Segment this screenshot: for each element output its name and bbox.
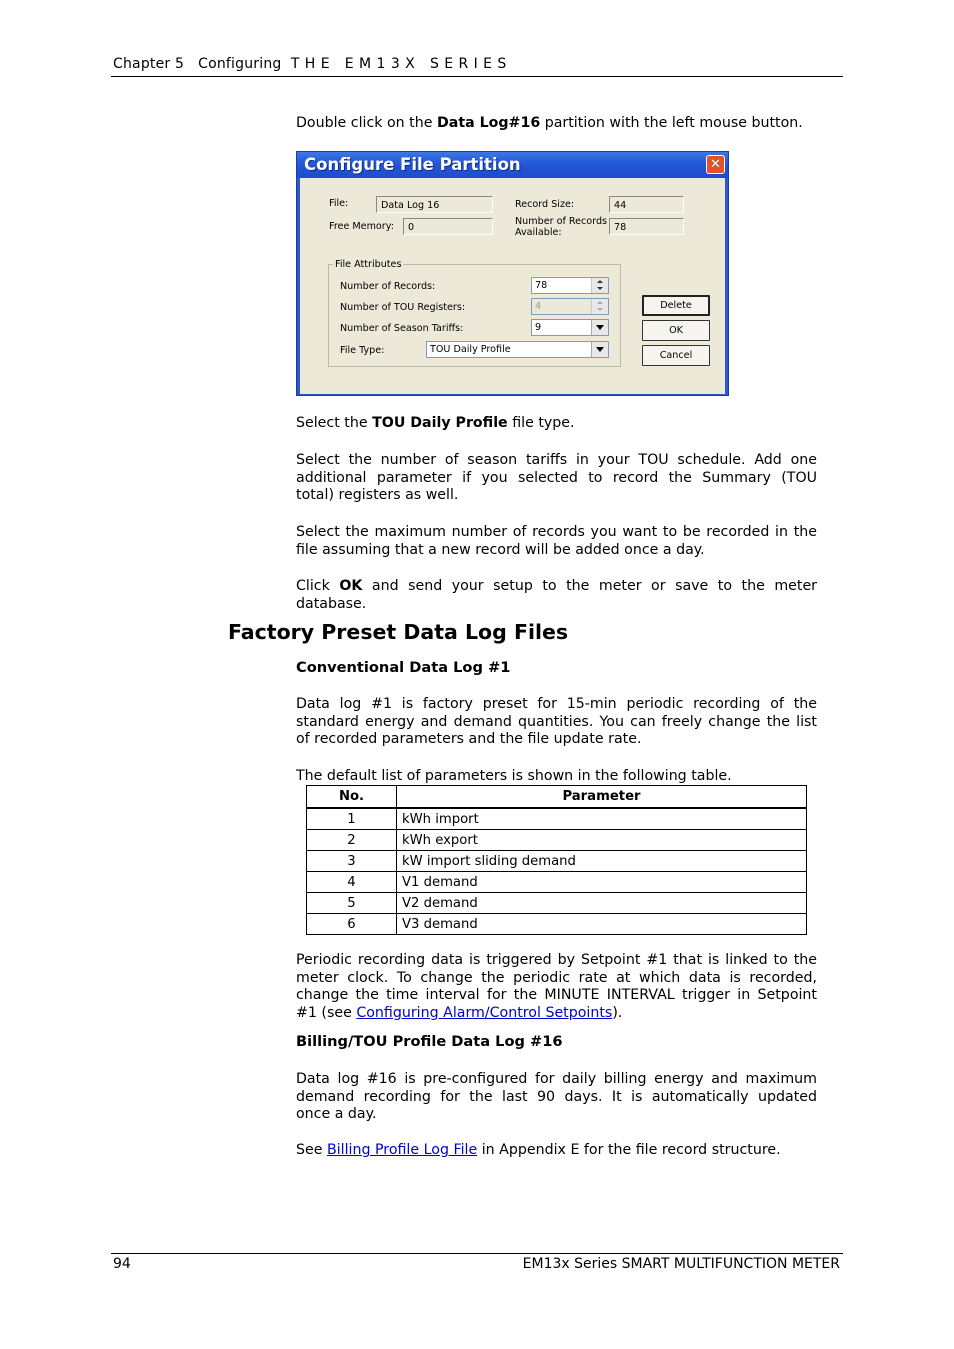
table-row: [307, 808, 807, 830]
see-appendix-paragraph: [296, 1142, 817, 1160]
row-number: 1: [307, 808, 397, 830]
periodic-line4-after: ).: [612, 1004, 623, 1021]
default-parameters-table: [306, 785, 807, 935]
step4-line1: [296, 578, 817, 596]
running-header: [113, 56, 512, 72]
records-available-field: 78: [609, 218, 684, 235]
row-parameter: V1 demand: [397, 872, 807, 893]
row-number: 3: [307, 851, 397, 872]
row-parameter: kWh import: [397, 808, 807, 830]
step4-line2: database.: [296, 595, 367, 612]
billing-line3: once a day.: [296, 1106, 377, 1123]
step4-bold: OK: [339, 578, 363, 594]
header-title-spaced: THE EM13X SERIES: [290, 56, 512, 72]
intro-text-after: partition with the left mouse button.: [540, 115, 803, 131]
chevron-down-icon[interactable]: [591, 342, 608, 357]
periodic-line3: change the time interval for the MINUTE INTERVAL trigger in Setpoint: [296, 987, 817, 1004]
periodic-paragraph: [296, 952, 817, 1022]
dl1-line1: Data log #1 is factory preset for 15-min periodic recording of the: [296, 696, 817, 712]
step3-line2: file assuming that a new record will be added once a day.: [296, 541, 705, 558]
chevron-down-icon[interactable]: [591, 320, 608, 335]
billing-line2: demand recording for the last 90 days. It is automatically updated: [296, 1088, 817, 1105]
records-available-label-1: Number of Records: [515, 216, 608, 227]
table-header-row: [307, 786, 807, 809]
step-paragraph-2: [296, 452, 817, 505]
table-row: [307, 914, 807, 935]
step2-line1: Select the number of season tariffs in your TOU schedule. Add one: [296, 452, 817, 468]
row-number: 2: [307, 830, 397, 851]
free-memory-label: Free Memory:: [329, 221, 394, 232]
periodic-line4-before: #1 (see: [296, 1004, 357, 1021]
row-parameter: kWh export: [397, 830, 807, 851]
row-parameter: kW import sliding demand: [397, 851, 807, 872]
step3-line1: Select the maximum number of records you want to be recorded in the: [296, 524, 817, 540]
footer-product: EM13x Series SMART MULTIFUNCTION METER: [522, 1256, 840, 1272]
ok-button[interactable]: OK: [642, 320, 710, 341]
see-after: in Appendix E for the file record structure.: [477, 1142, 781, 1158]
column-header-no: No.: [307, 786, 397, 809]
step4-rest: and send your setup to the meter or save to the meter: [371, 578, 818, 594]
dl1-line3: of recorded parameters and the file update rate.: [296, 731, 642, 748]
subsection-title-2: Billing/TOU Profile Data Log #16: [296, 1033, 563, 1050]
billing-profile-link[interactable]: Billing Profile Log File: [326, 1142, 478, 1158]
table-row: [307, 851, 807, 872]
file-type-label: File Type:: [340, 345, 385, 356]
see-before: See: [296, 1142, 327, 1158]
dialog-body: [300, 178, 725, 394]
step2-line3: total) registers as well.: [296, 487, 459, 504]
page-number: 94: [113, 1256, 131, 1272]
tou-registers-label: Number of TOU Registers:: [340, 302, 466, 313]
record-size-label: Record Size:: [515, 199, 575, 210]
dialog-title-bar: [297, 152, 728, 178]
dl1-line2: standard energy and demand quantities. You can freely change the list: [296, 713, 817, 730]
step-paragraph-1: [296, 415, 817, 433]
step-paragraph-4: [296, 578, 817, 613]
record-size-field: 44: [609, 196, 684, 213]
row-number: 4: [307, 872, 397, 893]
intro-paragraph: [296, 115, 817, 133]
num-records-label: Number of Records:: [340, 281, 436, 292]
file-type-value: TOU Daily Profile: [430, 344, 511, 355]
footer-rule: [111, 1253, 843, 1254]
billing-paragraph: [296, 1071, 817, 1124]
row-parameter: V2 demand: [397, 893, 807, 914]
step1-bold: TOU Daily Profile: [372, 415, 508, 431]
num-records-spinner[interactable]: [531, 277, 609, 294]
periodic-line2: meter clock. To change the periodic rate at which data is recorded,: [296, 969, 817, 986]
delete-button[interactable]: Delete: [642, 295, 710, 316]
file-label: File:: [329, 198, 349, 209]
season-tariffs-select[interactable]: [531, 319, 609, 336]
step4-click: Click: [296, 578, 330, 594]
intro-text-before: Double click on the: [296, 115, 437, 131]
step1-text-after: file type.: [507, 415, 575, 431]
row-number: 6: [307, 914, 397, 935]
step2-line2: additional parameter if you selected to record the Summary (TOU: [296, 469, 817, 486]
free-memory-field: 0: [403, 218, 493, 235]
setpoints-link[interactable]: Configuring Alarm/Control Setpoints: [356, 1004, 613, 1021]
season-tariffs-label: Number of Season Tariffs:: [340, 323, 464, 334]
row-parameter: V3 demand: [397, 914, 807, 935]
header-title-prefix: Configuring: [198, 56, 282, 72]
table-row: [307, 872, 807, 893]
dialog-title: Configure File Partition: [304, 155, 521, 174]
periodic-line1: Periodic recording data is triggered by Setpoint #1 that is linked to the: [296, 952, 817, 968]
configure-file-partition-dialog: [296, 151, 729, 396]
season-tariffs-value: 9: [535, 322, 542, 333]
header-chapter: Chapter 5: [113, 56, 185, 72]
step-paragraph-3: [296, 524, 817, 559]
intro-bold: Data Log#16: [436, 115, 541, 131]
file-type-select[interactable]: [426, 341, 609, 358]
data-log-1-paragraph: [296, 696, 817, 749]
cancel-button[interactable]: Cancel: [642, 345, 710, 366]
num-records-value: 78: [535, 280, 548, 291]
tou-registers-value: 4: [535, 301, 542, 312]
step1-text-before: Select the: [296, 415, 373, 431]
subsection-title-1: Conventional Data Log #1: [296, 659, 511, 676]
table-intro: The default list of parameters is shown in the following table.: [296, 768, 732, 784]
section-title: Factory Preset Data Log Files: [228, 620, 569, 644]
table-row: [307, 893, 807, 914]
file-field: Data Log 16: [376, 196, 493, 213]
file-attributes-legend: File Attributes: [335, 259, 402, 270]
close-icon[interactable]: ✕: [706, 155, 725, 174]
table-row: [307, 830, 807, 851]
column-header-parameter: Parameter: [397, 786, 807, 809]
row-number: 5: [307, 893, 397, 914]
periodic-line4: [296, 1005, 817, 1023]
tou-registers-spinner: [531, 298, 609, 315]
header-rule: [111, 76, 843, 77]
billing-line1: Data log #16 is pre-configured for daily billing energy and maximum: [296, 1071, 817, 1087]
spinner-arrows-icon: [591, 299, 608, 314]
spinner-arrows-icon[interactable]: [591, 278, 608, 293]
records-available-label-2: Available:: [515, 227, 562, 238]
